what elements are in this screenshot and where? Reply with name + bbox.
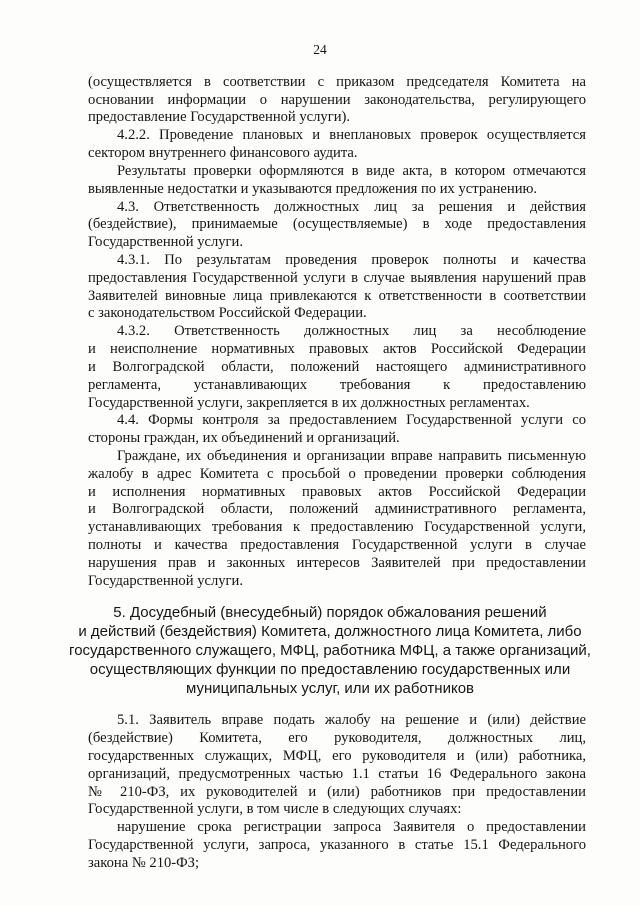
text-line: 4.3.1. По результатам проведения проверок полноты и качества (117, 252, 586, 268)
page-number: 24 (313, 42, 327, 57)
text-line: нарушение срока регистрации запроса Заявителя о предоставлении (117, 819, 586, 835)
text-line: регламента, устанавливающих требования к предоставлению (88, 377, 586, 393)
text-line: закона № 210-ФЗ; (88, 855, 200, 871)
text-line: (бездействие), принимаемые (осуществляемые) в ходе предоставления (88, 216, 586, 232)
text-line: устанавливающих требования к предоставлению Государственной услуги, (88, 519, 586, 535)
text-line: (бездействие) Комитета, его руководителя, должностных лиц, (88, 730, 586, 746)
section-heading-line: государственного служащего, МФЦ, работника МФЦ, а также организаций, (69, 642, 591, 659)
text-line: и неисполнение нормативных правовых актов Российской Федерации (88, 341, 586, 357)
text-line: Результаты проверки оформляются в виде акта, в котором отмечаются (117, 163, 586, 179)
section-heading-line: осуществляющих функции по предоставлению государственных или (89, 661, 571, 678)
text-line: выявленные недостатки и указываются предложения по их устранению. (88, 181, 538, 197)
section-heading-line: муниципальных услуг, или их работников (185, 680, 475, 697)
text-line: государственных служащих, МФЦ, его руководителя и (или) работника, (88, 748, 586, 764)
text-line: стороны граждан, их объединений и организаций. (88, 430, 400, 446)
text-line: нарушения прав и законных интересов Заявителей при предоставлении (88, 555, 586, 571)
text-line: 4.3.2. Ответственность должностных лиц за несоблюдение (117, 323, 586, 339)
text-line: с законодательством Российской Федерации. (88, 305, 367, 321)
text-line: жалобу в адрес Комитета с просьбой о проведении проверки соблюдения (88, 466, 586, 482)
text-line: (осуществляется в соответствии с приказом председателя Комитета на (88, 74, 586, 90)
text-line: организаций, предусмотренных частью 1.1 статьи 16 Федерального закона (88, 766, 586, 782)
text-line: и Волгоградской области, положений настоящего административного (88, 359, 586, 375)
text-line: предоставления Государственной услуги в случае выявления нарушений прав (88, 270, 586, 286)
text-line: 4.4. Формы контроля за предоставлением Государственной услуги со (117, 412, 586, 428)
text-line: и Волгоградской области, положений административного регламента, (88, 501, 586, 517)
text-line: Граждане, их объединения и организации вправе направить письменную (117, 448, 586, 464)
section-heading-line: и действий (бездействия) Комитета, должностного лица Комитета, либо (78, 623, 582, 640)
text-line: 5.1. Заявитель вправе подать жалобу на решение и (или) действие (117, 712, 586, 728)
text-line: предоставление Государственной услуги). (88, 109, 351, 125)
section-heading-line: 5. Досудебный (внесудебный) порядок обжалования решений (113, 604, 547, 621)
text-line: Государственной услуги, закрепляется в их должностных регламентах. (88, 395, 530, 411)
text-line: Государственной услуги. (88, 234, 243, 250)
text-line: полноты и качества предоставления Государственной услуги в случае (88, 537, 586, 553)
text-line: основании информации о нарушении законодательства, регулирующего (88, 92, 586, 108)
text-line: сектором внутреннего финансового аудита. (88, 145, 358, 161)
text-line: № 210-ФЗ, их руководителей и (или) работников при предоставлении (88, 784, 586, 800)
text-line: Государственной услуги, в том числе в следующих случаях: (88, 801, 462, 817)
text-line: Государственной услуги. (88, 573, 243, 589)
text-line: Заявителей виновные лица привлекаются к ответственности в соответствии (88, 288, 586, 304)
text-line: и исполнения нормативных правовых актов Российской Федерации (88, 484, 586, 500)
text-line: 4.3. Ответственность должностных лиц за решения и действия (117, 199, 586, 215)
text-line: 4.2.2. Проведение плановых и внеплановых проверок осуществляется (117, 127, 586, 143)
text-line: Государственной услуги, запроса, указанного в статье 15.1 Федерального (88, 837, 586, 853)
